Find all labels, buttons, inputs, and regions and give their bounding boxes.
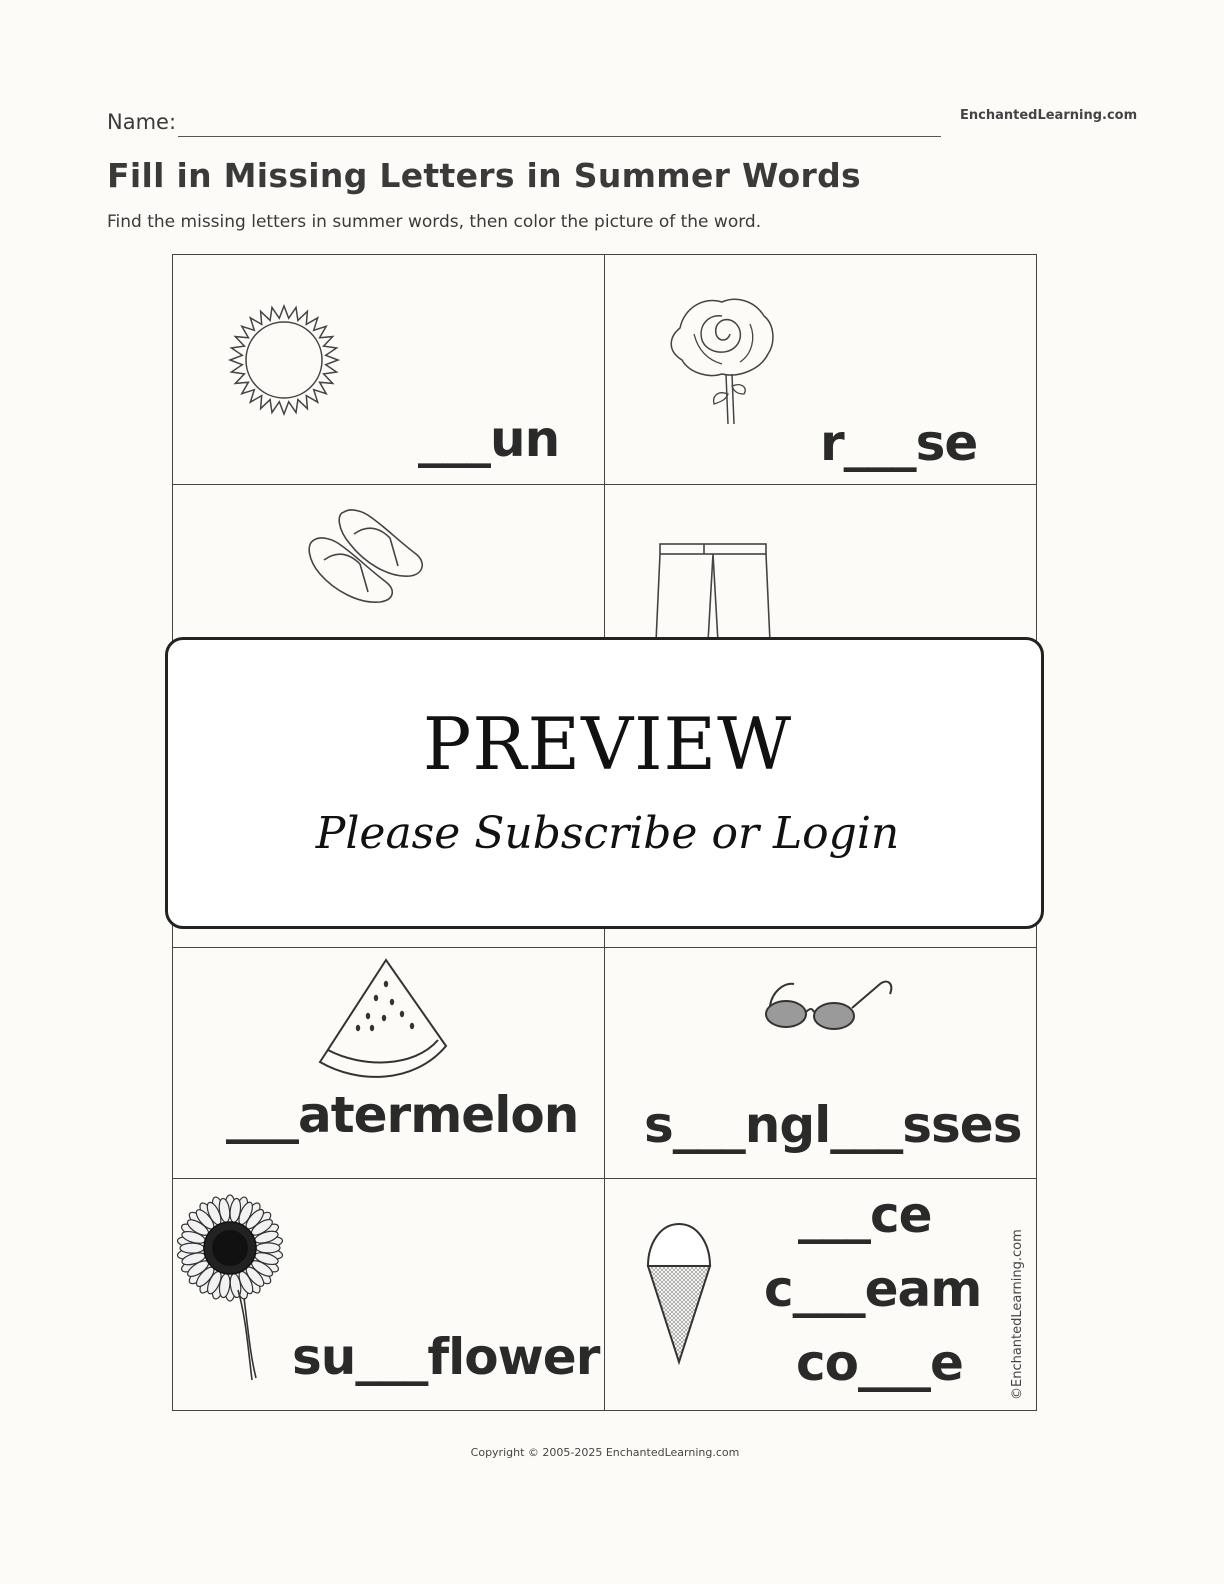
shorts-icon [654, 542, 772, 642]
name-field-line[interactable] [178, 136, 941, 137]
sunflower-icon [176, 1198, 286, 1382]
grid-divider [172, 947, 1037, 948]
preview-title: PREVIEW [422, 702, 793, 786]
copyright: Copyright © 2005-2025 EnchantedLearning.com [470, 1446, 740, 1459]
word-watermelon: ___atermelon [226, 1086, 579, 1144]
word-sunflower: su___flower [292, 1328, 600, 1386]
side-watermark: ©EnchantedLearning.com [1010, 1229, 1025, 1400]
instructions: Find the missing letters in summer words, then color the picture of the word. [107, 212, 762, 232]
grid-divider [172, 1178, 1037, 1179]
grid-divider [172, 484, 1037, 485]
word-sun: ___un [418, 410, 560, 468]
rose-icon [664, 294, 778, 426]
sun-icon [228, 304, 340, 416]
word-rose: r___se [820, 414, 978, 472]
subscribe-login-link[interactable]: Please Subscribe or Login [315, 808, 900, 859]
watermelon-icon [318, 958, 448, 1082]
name-label: Name: [107, 110, 177, 134]
word-sunglasses: s___ngl___sses [644, 1096, 1022, 1154]
site-name: EnchantedLearning.com [960, 108, 1138, 123]
word-cone: co___e [796, 1334, 963, 1392]
page-title: Fill in Missing Letters in Summer Words [107, 156, 861, 195]
preview-overlay[interactable] [165, 637, 1044, 929]
ice-cream-cone-icon [644, 1220, 714, 1366]
sunglasses-icon [762, 978, 896, 1032]
sandals-icon [306, 504, 428, 606]
word-ice: ___ce [798, 1186, 932, 1244]
word-cream: c___eam [764, 1260, 982, 1318]
